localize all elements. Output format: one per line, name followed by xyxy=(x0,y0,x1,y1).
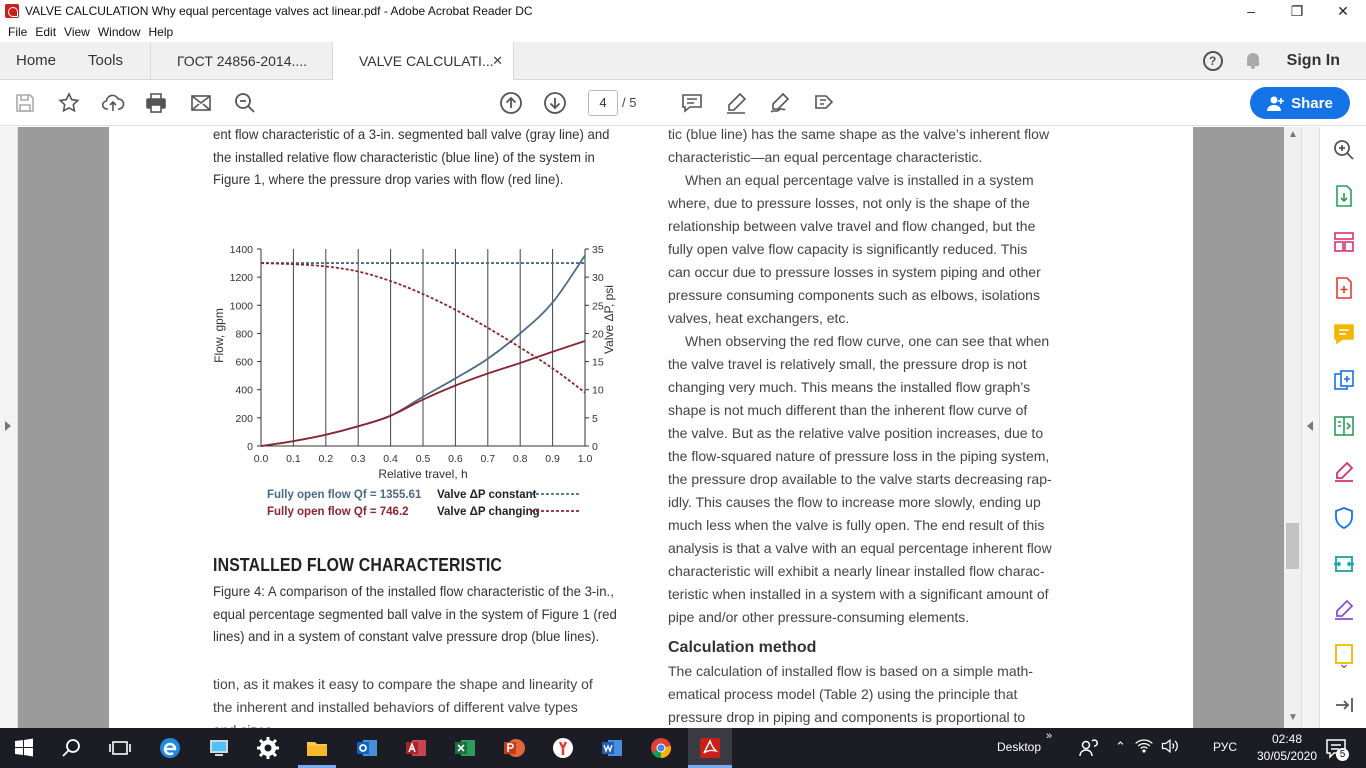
text-line: changing very much. This means the installed flow graph’s xyxy=(668,379,1031,395)
y-tick-label: 200 xyxy=(235,412,253,425)
sign-in-button[interactable]: Sign In xyxy=(1286,52,1340,69)
comment-tool-icon[interactable] xyxy=(1332,322,1356,346)
powerpoint-icon[interactable] xyxy=(502,736,526,760)
zoom-icon[interactable] xyxy=(1332,138,1356,162)
text-line: pressure consuming components such as elbows, isolations xyxy=(668,287,1040,303)
text-line: When observing the red flow curve, one can see that when xyxy=(685,333,1050,349)
expand-left-icon xyxy=(5,421,11,431)
search-icon[interactable] xyxy=(60,736,84,760)
figure-caption-line: lines) and in a system of constant valve pressure drop (blue lines). xyxy=(213,628,600,644)
close-tab-icon[interactable]: ✕ xyxy=(492,53,503,68)
network-icon[interactable] xyxy=(1134,736,1154,760)
text-line: idly. This causes the flow to increase more slowly, ending up xyxy=(668,494,1041,510)
x-tick-label: 0.8 xyxy=(512,453,528,465)
y2-tick-label: 35 xyxy=(592,244,604,256)
text-line: the valve travel is relatively small, the pressure drop is not xyxy=(668,356,1027,372)
file-explorer-icon[interactable] xyxy=(305,736,329,760)
next-page-icon[interactable] xyxy=(543,91,567,115)
settings-gear-icon[interactable] xyxy=(256,736,280,760)
right-column xyxy=(668,123,1098,729)
edge-icon[interactable] xyxy=(158,736,182,760)
y2-tick-label: 5 xyxy=(592,412,598,425)
zoom-search-icon[interactable] xyxy=(233,91,257,115)
email-icon[interactable] xyxy=(189,91,213,115)
clock-time[interactable]: 02:48 xyxy=(1271,732,1303,746)
collapse-right-icon xyxy=(1307,421,1313,431)
legend-blue-flow: Fully open flow Qf = 1355.61 xyxy=(267,489,422,501)
compress-icon[interactable] xyxy=(1332,552,1356,576)
pdf-page xyxy=(109,127,1193,728)
menu-window[interactable]: Window xyxy=(97,25,141,39)
text-line: the installed relative flow characteristic (blue line) of the system in xyxy=(213,148,595,165)
page-number-input[interactable]: 4 xyxy=(588,90,618,116)
toolbar xyxy=(0,80,1366,126)
y-tick-label: 1000 xyxy=(229,300,253,313)
text-line: valves, heat exchangers, etc. xyxy=(668,310,850,326)
more-tool-icon[interactable] xyxy=(1332,642,1356,652)
y2-tick-label: 0 xyxy=(592,441,598,453)
y2-tick-label: 15 xyxy=(592,356,604,369)
menu-edit[interactable]: Edit xyxy=(35,25,57,39)
menu-help[interactable]: Help xyxy=(148,25,174,39)
figure-caption-line: equal percentage segmented ball valve in the system of Figure 1 (red xyxy=(213,605,617,622)
text-line: relationship between valve travel and flow changed, but the xyxy=(668,218,1036,234)
y-tick-label: 0 xyxy=(247,441,253,453)
right-panel-toggle[interactable] xyxy=(1301,127,1319,728)
section-heading: INSTALLED FLOW CHARACTERISTIC xyxy=(213,555,503,575)
x-tick-label: 0.0 xyxy=(253,453,269,465)
save-icon[interactable] xyxy=(13,91,37,115)
text-line: fully open valve flow capacity is significantly reduced. This xyxy=(668,241,1028,257)
tab-tools[interactable]: Tools xyxy=(88,52,124,69)
prev-page-icon[interactable] xyxy=(499,91,523,115)
y2-tick-label: 25 xyxy=(592,300,604,313)
taskbar xyxy=(0,728,1366,768)
acrobat-reader-icon[interactable] xyxy=(698,736,722,760)
people-icon[interactable] xyxy=(1077,736,1101,760)
legend-red-dp: Valve ΔP changing xyxy=(437,506,540,518)
add-user-icon xyxy=(1267,95,1285,111)
page-total: / 5 xyxy=(622,95,637,110)
chevron-down-icon[interactable]: ⌄ xyxy=(1338,655,1350,671)
desktop-toolbar-label[interactable]: Desktop xyxy=(997,740,1042,754)
x-tick-label: 1.0 xyxy=(577,453,593,465)
text-line: tion, as it makes it easy to compare the shape and linearity of xyxy=(213,676,593,692)
sign-icon[interactable] xyxy=(768,91,792,115)
upload-icon[interactable] xyxy=(101,91,125,115)
combine-files-icon[interactable] xyxy=(1332,368,1356,392)
text-line: tic (blue line) has the same shape as the valve’s inherent flow xyxy=(668,126,1050,142)
clock-date[interactable]: 30/05/2020 xyxy=(1256,749,1318,763)
title-bar xyxy=(0,0,1366,22)
tab-document-valve[interactable] xyxy=(332,42,514,81)
text-line: pressure drop in piping and components is proportional to xyxy=(668,709,1026,725)
tab-document-gost[interactable] xyxy=(150,42,332,80)
toolbar-expand-icon[interactable]: » xyxy=(1046,730,1053,742)
share-label: Share xyxy=(1291,94,1333,112)
text-line: the flow-squared nature of pressure loss in the piping system, xyxy=(668,448,1050,464)
highlight-pen-icon[interactable] xyxy=(724,91,748,115)
menu-file[interactable]: File xyxy=(8,25,28,39)
left-panel-toggle[interactable] xyxy=(0,127,18,728)
x-axis-label: Relative travel, h xyxy=(378,467,468,481)
text-line: characteristic—an equal percentage characteristic. xyxy=(668,149,983,165)
task-view-icon[interactable] xyxy=(108,736,132,760)
text-line: characteristic will exhibit a nearly linear installed flow charac- xyxy=(668,563,1045,579)
help-icon[interactable]: ? xyxy=(1203,51,1223,71)
x-tick-label: 0.4 xyxy=(383,453,398,465)
text-line: the valve. But as the relative valve position increases, due to xyxy=(668,425,1044,441)
text-line: the pressure drop available to the valve starts decreasing rap- xyxy=(668,471,1052,487)
control-panel-icon[interactable] xyxy=(207,736,231,760)
y2-tick-label: 20 xyxy=(592,328,604,341)
text-line: The calculation of installed flow is based on a simple math- xyxy=(668,663,1033,679)
text-line: teristic when installed in a system with a significant amount of xyxy=(668,586,1049,602)
x-tick-label: 0.5 xyxy=(415,453,431,465)
minimize-button[interactable]: – xyxy=(1247,3,1255,19)
y-tick-label: 1400 xyxy=(229,244,253,256)
bell-icon[interactable] xyxy=(1245,52,1261,70)
access-icon[interactable] xyxy=(404,736,428,760)
x-tick-label: 0.9 xyxy=(545,453,560,465)
comment-icon[interactable] xyxy=(680,91,704,115)
acrobat-icon xyxy=(5,4,19,18)
yandex-browser-icon[interactable] xyxy=(551,736,575,760)
protect-icon[interactable] xyxy=(1332,506,1356,530)
excel-icon[interactable] xyxy=(453,736,477,760)
create-pdf-icon[interactable] xyxy=(1332,276,1356,300)
organize-pages-icon[interactable] xyxy=(1332,230,1356,254)
x-tick-label: 0.2 xyxy=(318,453,334,465)
left-column xyxy=(213,123,643,191)
text-line: ent flow characteristic of a 3-in. segmented ball valve (gray line) and xyxy=(213,126,610,142)
right-tools-pane xyxy=(1319,127,1366,728)
chrome-icon[interactable] xyxy=(649,736,673,760)
volume-icon[interactable] xyxy=(1160,736,1180,760)
y-tick-label: 600 xyxy=(235,356,253,369)
text-line: much less when the valve is fully open. The end result of this xyxy=(668,517,1045,533)
y-tick-label: 800 xyxy=(235,328,253,341)
figure-block xyxy=(213,555,643,648)
y-tick-label: 400 xyxy=(235,384,253,397)
language-indicator[interactable]: РУС xyxy=(1213,740,1238,754)
y2-tick-label: 30 xyxy=(592,272,604,285)
maximize-button[interactable]: ❐ xyxy=(1290,2,1304,19)
more-tools-icon[interactable] xyxy=(812,91,836,115)
windows-start-icon[interactable] xyxy=(12,736,36,760)
tab-label: ГОСТ 24856-2014.... xyxy=(177,53,308,69)
scrollbar-thumb[interactable] xyxy=(1286,523,1299,569)
text-line: shape is not much different than the inherent flow curve of xyxy=(668,402,1028,418)
y2-tick-label: 10 xyxy=(592,384,604,397)
tab-bar xyxy=(0,42,1366,80)
section-subheading: Calculation method xyxy=(668,639,817,656)
scroll-down-icon[interactable]: ▼ xyxy=(1288,712,1298,723)
word-icon[interactable] xyxy=(600,736,624,760)
x-tick-label: 0.1 xyxy=(286,453,301,465)
outlook-icon[interactable] xyxy=(355,736,379,760)
vertical-scrollbar[interactable] xyxy=(1284,127,1301,728)
collapse-pane-icon[interactable] xyxy=(1332,693,1356,717)
legend-blue-dp: Valve ΔP constant xyxy=(437,489,537,501)
export-pdf-icon[interactable] xyxy=(1332,184,1356,208)
text-line: pipe and/or other pressure-consuming elements. xyxy=(668,609,970,625)
sign-tool-icon[interactable] xyxy=(1332,598,1356,622)
print-icon[interactable] xyxy=(144,91,168,115)
menu-view[interactable]: View xyxy=(64,25,90,39)
star-icon[interactable] xyxy=(57,91,81,115)
x-tick-label: 0.3 xyxy=(350,453,366,465)
text-line: analysis is that a valve with an equal percentage inherent flow xyxy=(668,540,1052,556)
text-line: can occur due to pressure losses in system piping and other xyxy=(668,264,1041,280)
edit-pdf-icon[interactable] xyxy=(1332,414,1356,438)
figure-4-chart xyxy=(209,237,616,527)
close-button[interactable]: ✕ xyxy=(1337,2,1349,19)
y-axis-label: Flow, gpm xyxy=(212,308,226,363)
scroll-up-icon[interactable]: ▲ xyxy=(1288,129,1298,140)
menu-bar xyxy=(0,22,1366,42)
y-tick-label: 1200 xyxy=(229,272,253,285)
text-line: ematical process model (Table 2) using the principle that xyxy=(668,686,1018,702)
share-button[interactable] xyxy=(1250,87,1350,119)
text-line: the inherent and installed behaviors of different valve types xyxy=(213,699,578,715)
text-line: where, due to pressure losses, not only is the shape of the xyxy=(668,195,1030,211)
text-line: When an equal percentage valve is installed in a system xyxy=(685,172,1034,188)
window-title: VALVE CALCULATION Why equal percentage valves act linear.pdf - Adobe Acrobat Reader DC xyxy=(25,4,533,18)
notification-count-badge: 5 xyxy=(1336,748,1349,761)
tab-label: VALVE CALCULATI... xyxy=(359,53,494,69)
show-hidden-icons[interactable]: ⌃ xyxy=(1115,739,1126,754)
legend-red-flow: Fully open flow Qf = 746.2 xyxy=(267,506,409,518)
tab-home[interactable]: Home xyxy=(16,52,57,69)
y2-axis-label: Valve ΔP, psi xyxy=(602,285,616,354)
text-line: Figure 1, where the pressure drop varies with flow (red line). xyxy=(213,171,564,187)
document-viewport[interactable] xyxy=(0,127,1301,728)
fill-sign-icon[interactable] xyxy=(1332,460,1356,484)
x-tick-label: 0.7 xyxy=(480,453,496,465)
figure-caption-line: Figure 4: A comparison of the installed flow characteristic of the 3-in., xyxy=(213,583,614,599)
x-tick-label: 0.6 xyxy=(448,453,463,465)
